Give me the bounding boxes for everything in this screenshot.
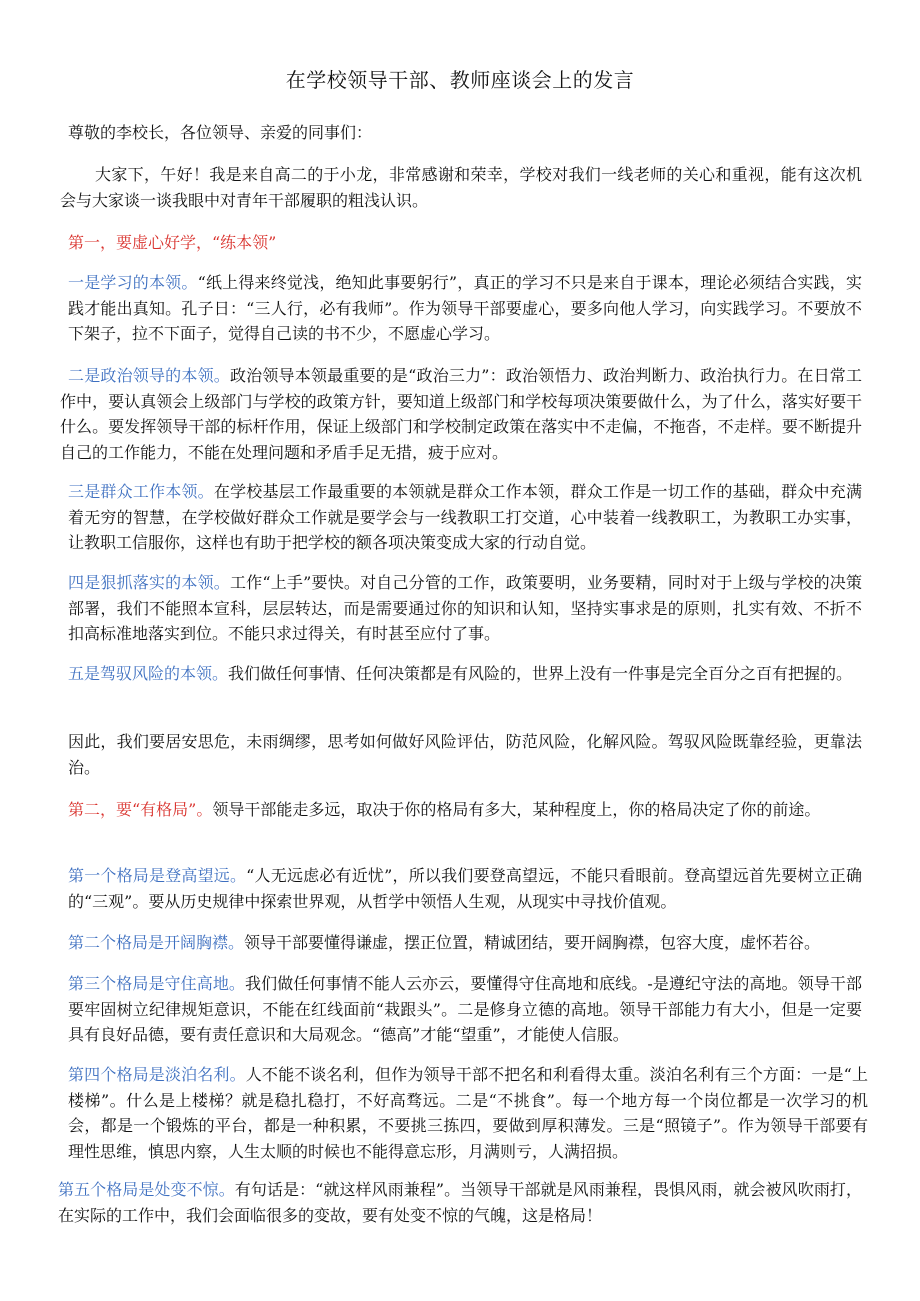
- pattern-4-paragraph: [68, 1062, 868, 1164]
- skill-4-body: 工作“上手”要快。对自己分管的工作，政策要明，业务要精，同时对于上级与学校的决策部署，我们不能照本宣科，层层转达，而是需要通过你的知识和认知，坚持实事求是的原则，扎实有效、不折不扣高标准地落实到位。不能只求过得关，有时甚至应付了事。: [68, 573, 862, 643]
- risk-conclusion-paragraph: 因此，我们要居安思危，未雨绸缪，思考如何做好风险评估，防范风险，化解风险。驾驭风险既靠经验，更靠法治。: [68, 732, 862, 777]
- skill-4-paragraph: [68, 570, 862, 647]
- section-2-body: 领导干部能走多远，取决于你的格局有多大，某种程度上，你的格局决定了你的前途。: [212, 800, 821, 819]
- pattern-4-body: 人不能不谈名利，但作为领导干部不把名和利看得太重。淡泊名利有三个方面：一是“上楼梯”。什么是上楼梯？就是稳扎稳打，不好高骛远。二是“不挑食”。每一个地方每一个岗位都是一次学习的机会，都是一个锻炼的平台，都是一种积累，不要挑三拣四，要做到厚积薄发。三是“照镜子”。作为领导干部要有理性思维，慎思内察，人生太顺的时候也不能得意忘形，月满则亏，人满招损。: [68, 1065, 868, 1161]
- pattern-1-body: “人无远虑必有近忧”，所以我们要登高望远，不能只看眼前。登高望远首先要树立正确的“三观”。要从历史规律中探索世界观，从哲学中领悟人生观，从现实中寻找价值观。: [68, 866, 862, 911]
- pattern-5-body: 有句话是：“就这样风雨兼程”。当领导干部就是风雨兼程，畏惧风雨，就会被风吹雨打，在实际的工作中，我们会面临很多的变故，要有处变不惊的气魄，这是格局！: [58, 1180, 862, 1225]
- document-title: 在学校领导干部、教师座谈会上的发言: [285, 68, 635, 92]
- pattern-3-body: 我们做任何事情不能人云亦云，要懂得守住高地和底线。-是遵纪守法的高地。领导干部要牢固树立纪律规矩意识，不能在红线面前“栽跟头”。二是修身立德的高地。领导干部能力有大小，但是一定要具有良好品德，要有责任意识和大局观念。“德高”才能“望重”，才能使人信服。: [68, 974, 862, 1044]
- pattern-2-lead: 第二个格局是开阔胸襟。: [68, 933, 245, 952]
- skill-1-body: “纸上得来终觉浅，绝知此事要躬行”，真正的学习不只是来自于课本，理论必须结合实践，实践才能出真知。孔子日：“三人行，必有我师”。作为领导干部要虚心，要多向他人学习，向实践学习。不要放不下架子，拉不下面子，觉得自己读的书不少，不愿虚心学习。: [68, 273, 862, 343]
- skill-3-body: 在学校基层工作最重要的本领就是群众工作本领，群众工作是一切工作的基础，群众中充满着无穷的智慧，在学校做好群众工作就是要学会与一线教职工打交道，心中装着一线教职工，为教职工办实事，让教职工信服你，这样也有助于把学校的额各项决策变成大家的行动自觉。: [68, 482, 862, 552]
- pattern-2-paragraph: [68, 930, 872, 956]
- pattern-3-paragraph: [68, 971, 862, 1048]
- section-2-paragraph: [68, 797, 862, 823]
- pattern-1-paragraph: [68, 863, 862, 914]
- skill-2-paragraph: [60, 363, 862, 465]
- greeting: 尊敬的李校长，各位领导、亲爱的同事们：: [68, 123, 373, 142]
- skill-5-paragraph: [68, 661, 862, 687]
- skill-2-body: 政治领导本领最重要的是“政治三力”：政治领悟力、政治判断力、政治执行力。在日常工作中，要认真领会上级部门与学校的政策方针，要知道上级部门和学校每项决策要做什么，为了什么，落实好要干什么。要发挥领导干部的标杆作用，保证上级部门和学校制定政策在落实中不走偏，不拖沓，不走样。要不断提升自己的工作能力，不能在处理问题和矛盾手足无措，疲于应对。: [60, 366, 862, 462]
- pattern-4-lead: 第四个格局是淡泊名利。: [68, 1065, 246, 1084]
- section-1-heading: 第一，要虚心好学，“练本领”: [68, 233, 277, 252]
- pattern-2-body: 领导干部要懂得谦虚，摆正位置，精诚团结，要开阔胸襟，包容大度，虚怀若谷。: [244, 933, 821, 952]
- skill-3-lead: 三是群众工作本领。: [68, 482, 214, 501]
- pattern-1-lead: 第一个格局是登高望远。: [68, 866, 247, 885]
- pattern-5-paragraph: [58, 1177, 862, 1228]
- skill-5-body: 我们做任何事情、任何决策都是有风险的，世界上没有一件事是完全百分之百有把握的。: [228, 664, 853, 683]
- skill-2-lead: 二是政治领导的本领。: [68, 366, 230, 385]
- skill-3-paragraph: [68, 479, 862, 556]
- pattern-3-lead: 第三个格局是守住高地。: [68, 974, 246, 993]
- pattern-5-lead: 第五个格局是处变不惊。: [58, 1180, 235, 1199]
- skill-4-lead: 四是狠抓落实的本领。: [68, 573, 230, 592]
- intro-paragraph: 大家下，午好！我是来自高二的于小龙，非常感谢和荣幸，学校对我们一线老师的关心和重视，能有这次机会与大家谈一谈我眼中对青年干部履职的粗浅认识。: [60, 165, 862, 210]
- skill-5-lead: 五是驾驭风险的本领。: [68, 664, 229, 683]
- skill-1-lead: 一是学习的本领。: [68, 273, 198, 292]
- skill-1-paragraph: [68, 270, 862, 347]
- section-2-heading: 第二，要“有格局”。: [68, 800, 213, 819]
